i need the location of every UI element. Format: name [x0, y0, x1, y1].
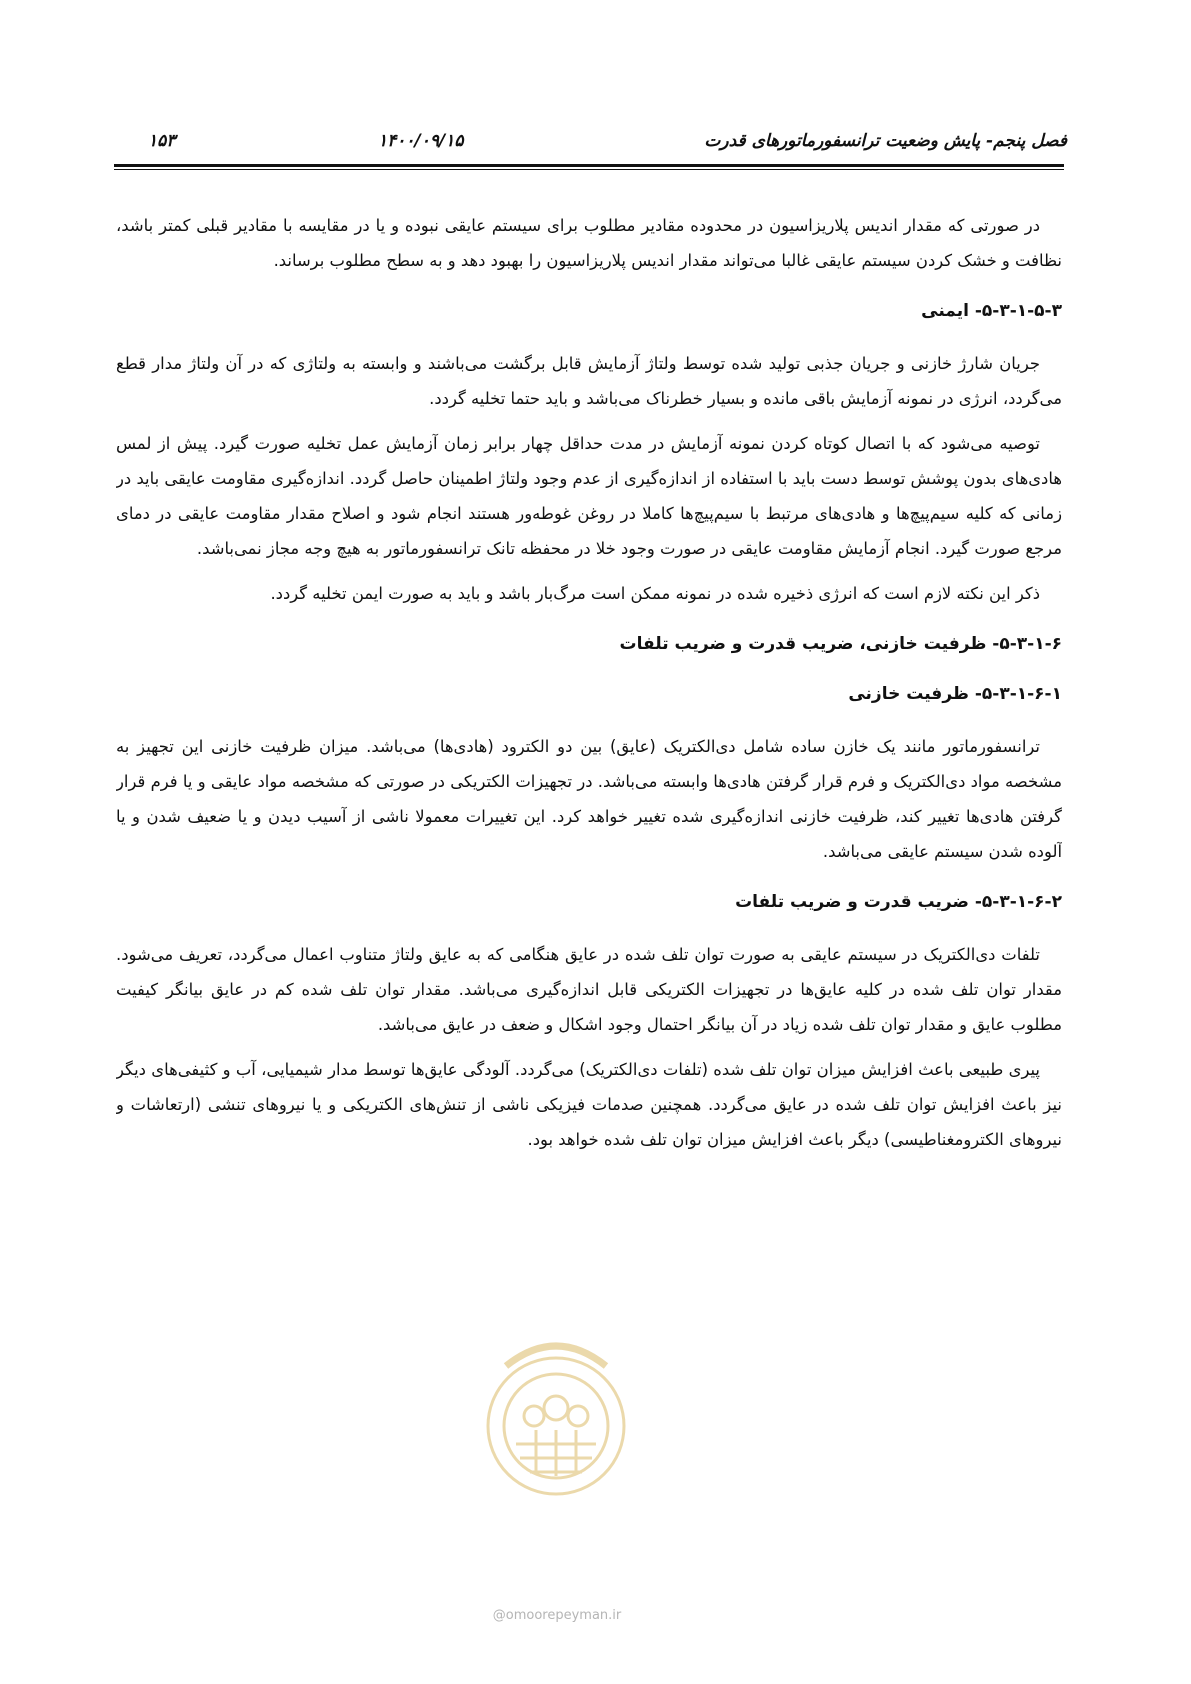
watermark-logo-icon: [476, 1326, 636, 1506]
body-paragraph: ترانسفورماتور مانند یک خازن ساده شامل دی‌الکتریک (عایق) بین دو الکترود (هادی‌ها) می‌باشد. میزان ظرفیت خازنی این تجهیز به مشخصه مواد دی‌الکتریک و فرم قرار گرفتن هادی‌ها وابسته می‌باشد. در تجهیزات الکتریکی در صورتی که مشخصه مواد عایقی و یا فرم قرار گرفتن هادی‌ها تغییر کند، ظرفیت خازنی اندازه‌گیری شده تغییر خواهد کرد. این تغییرات معمولا ناشی از آسیب دیدن و یا ضعیف شدن و یا آلوده شدن سیستم عایقی می‌باشد.: [116, 737, 1062, 861]
body-paragraph: در صورتی که مقدار اندیس پلاریزاسیون در محدوده مقادیر مطلوب برای سیستم عایقی نبوده و یا در مقایسه با مقادیر قبلی کمتر باشد، نظافت و خشک کردن سیستم عایقی غالبا می‌تواند مقدار اندیس پلاریزاسیون را بهبود دهد و به سطح مطلوب برساند.: [116, 216, 1062, 270]
body-paragraph: تلفات دی‌الکتریک در سیستم عایقی به صورت توان تلف شده در عایق هنگامی که به عایق ولتاژ متناوب اعمال می‌گردد، تعریف می‌شود. مقدار توان تلف شده در کلیه عایق‌ها در تجهیزات الکتریکی قابل اندازه‌گیری می‌باشد. مقدار توان تلف شده کم در عایق بیانگر کیفیت مطلوب عایق و مقدار توان تلف شده زیاد در آن بیانگر احتمال وجود اشکال و ضعف در عایق می‌باشد.: [116, 945, 1062, 1034]
body-paragraph: پیری طبیعی باعث افزایش میزان توان تلف شده (تلفات دی‌الکتریک) می‌گردد. آلودگی عایق‌ها توسط مدار شیمیایی، آب و کثیفی‌های دیگر نیز باعث افزایش توان تلف شده در عایق می‌گردد. همچنین صدمات فیزیکی ناشی از تنش‌های الکتریکی و یا نیروهای تنشی (ارتعاشات و نیروهای الکترومغناطیسی) دیگر باعث افزایش میزان توان تلف شده خواهد بود.: [116, 1060, 1062, 1149]
header-rule: [114, 164, 1064, 167]
section-heading: ۵-۳-۱-۵-۳- ایمنی: [921, 301, 1062, 321]
page-number: ۱۵۳: [148, 131, 176, 151]
section-heading: ۵-۳-۱-۶-۱- ظرفیت خازنی: [848, 684, 1062, 704]
body-paragraph: ذکر این نکته لازم است که انرژی ذخیره شده در نمونه ممکن است مرگ‌بار باشد و باید به صورت ایمن تخلیه گردد.: [270, 584, 1040, 603]
section-heading: ۵-۳-۱-۶- ظرفیت خازنی، ضریب قدرت و ضریب تلفات: [619, 634, 1062, 654]
running-header-chapter: فصل پنجم- پایش وضعیت ترانسفورماتورهای قدرت: [704, 131, 1067, 151]
document-body: [116, 208, 1062, 1508]
body-paragraph: توصیه می‌شود که با اتصال کوتاه کردن نمونه آزمایش در مدت حداقل چهار برابر زمان آزمایش عمل تخلیه صورت گیرد. پیش از لمس هادی‌های بدون پوشش توسط دست باید با استفاده از اندازه‌گیری از عدم وجود ولتاژ اطمینان حاصل گردد. اندازه‌گیری مقاومت عایقی باید در زمانی که کلیه سیم‌پیچ‌ها و هادی‌های مرتبط با سیم‌پیچ‌ها کاملا در روغن غوطه‌ور هستند انجام شود و اصلاح مقدار مقاومت عایقی در دمای مرجع صورت گیرد. انجام آزمایش مقاومت عایقی در صورت وجود خلا در محفظه تانک ترانسفورماتور به هیچ وجه مجاز نمی‌باشد.: [116, 434, 1062, 558]
running-header-date: ۱۴۰۰/۰۹/۱۵: [378, 131, 464, 151]
watermark-site: @omoorepeyman.ir: [492, 1608, 622, 1623]
header-rule-thin: [114, 169, 1064, 170]
section-heading: ۵-۳-۱-۶-۲- ضریب قدرت و ضریب تلفات: [735, 892, 1062, 912]
body-paragraph: جریان شارژ خازنی و جریان جذبی تولید شده توسط ولتاژ آزمایش قابل برگشت می‌باشند و وابسته به ولتاژی که در آن ولتاژ مدار قطع می‌گردد، انرژی در نمونه آزمایش باقی مانده و بسیار خطرناک می‌باشد و باید حتما تخلیه گردد.: [116, 354, 1062, 408]
